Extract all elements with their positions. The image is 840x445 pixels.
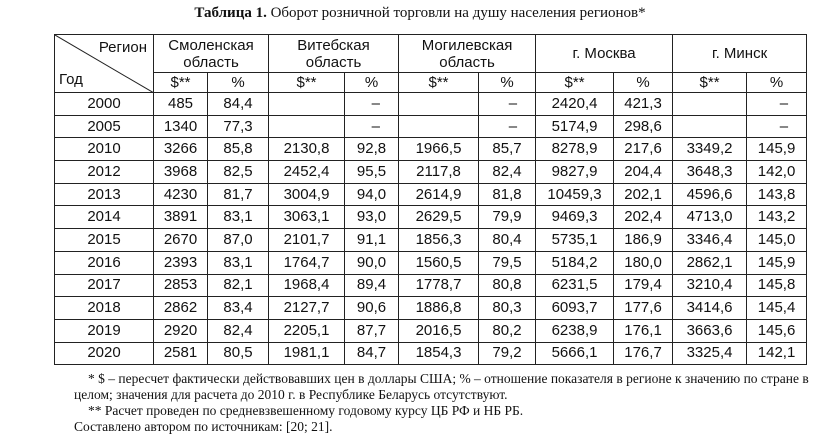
year-cell: 2020 <box>55 342 154 365</box>
value-cell: 176,1 <box>614 319 673 342</box>
value-cell: 79,5 <box>479 251 536 274</box>
value-cell: 421,3 <box>614 93 673 116</box>
table-row <box>55 93 807 116</box>
footnote-2: ** Расчет проведен по средневзвешенному годовому курсу ЦБ РФ и НБ РБ. <box>88 403 524 418</box>
value-cell: 2452,4 <box>269 161 345 184</box>
footnotes <box>74 371 814 435</box>
region-header: Могилевская область <box>399 35 536 73</box>
value-cell: 90,0 <box>345 251 399 274</box>
value-cell: 2101,7 <box>269 229 345 252</box>
table-row <box>55 138 807 161</box>
value-cell: 5666,1 <box>536 342 614 365</box>
value-cell: 2629,5 <box>399 206 479 229</box>
value-cell: 2393 <box>154 251 208 274</box>
value-cell: 179,4 <box>614 274 673 297</box>
value-cell: 180,0 <box>614 251 673 274</box>
value-cell: 80,3 <box>479 297 536 320</box>
table-row <box>55 161 807 184</box>
value-cell: 85,8 <box>208 138 269 161</box>
value-cell: 8278,9 <box>536 138 614 161</box>
value-cell: 5184,2 <box>536 251 614 274</box>
value-cell: 82,4 <box>208 319 269 342</box>
value-cell: 1764,7 <box>269 251 345 274</box>
year-cell: 2014 <box>55 206 154 229</box>
region-header: г. Минск <box>673 35 807 73</box>
value-cell: 87,7 <box>345 319 399 342</box>
unit-usd: $** <box>536 73 614 93</box>
value-cell: 204,4 <box>614 161 673 184</box>
value-cell: 1981,1 <box>269 342 345 365</box>
year-cell: 2019 <box>55 319 154 342</box>
value-cell: 94,0 <box>345 183 399 206</box>
value-cell: 145,6 <box>747 319 807 342</box>
value-cell: 143,2 <box>747 206 807 229</box>
table-row <box>55 115 807 138</box>
unit-usd: $** <box>673 73 747 93</box>
value-cell: 4713,0 <box>673 206 747 229</box>
year-cell: 2015 <box>55 229 154 252</box>
value-cell: 83,4 <box>208 297 269 320</box>
table-row <box>55 342 807 365</box>
value-cell: 79,2 <box>479 342 536 365</box>
value-cell: 2016,5 <box>399 319 479 342</box>
value-cell: 83,1 <box>208 206 269 229</box>
caption-text: Оборот розничной торговли на душу населения регионов* <box>270 5 646 21</box>
value-cell: 2127,7 <box>269 297 345 320</box>
unit-usd: $** <box>399 73 479 93</box>
year-cell: 2013 <box>55 183 154 206</box>
value-cell: 3648,3 <box>673 161 747 184</box>
value-cell: 83,1 <box>208 251 269 274</box>
unit-pct: % <box>345 73 399 93</box>
table-caption <box>0 5 840 22</box>
value-cell: 80,4 <box>479 229 536 252</box>
value-cell: 3891 <box>154 206 208 229</box>
value-cell: 1560,5 <box>399 251 479 274</box>
value-cell: 3004,9 <box>269 183 345 206</box>
value-cell: – <box>747 115 807 138</box>
value-cell: 82,1 <box>208 274 269 297</box>
value-cell: 9469,3 <box>536 206 614 229</box>
region-header: г. Москва <box>536 35 673 73</box>
value-cell: 92,8 <box>345 138 399 161</box>
value-cell: – <box>479 93 536 116</box>
value-cell: 82,5 <box>208 161 269 184</box>
value-cell: – <box>345 93 399 116</box>
corner-header <box>55 35 154 93</box>
value-cell: 93,0 <box>345 206 399 229</box>
table-row <box>55 229 807 252</box>
value-cell: 186,9 <box>614 229 673 252</box>
value-cell: 3266 <box>154 138 208 161</box>
caption-label: Таблица 1. <box>194 5 267 21</box>
table-row <box>55 183 807 206</box>
value-cell: 95,5 <box>345 161 399 184</box>
value-cell: 4230 <box>154 183 208 206</box>
value-cell: 9827,9 <box>536 161 614 184</box>
value-cell: 3210,4 <box>673 274 747 297</box>
value-cell: 85,7 <box>479 138 536 161</box>
value-cell: 81,8 <box>479 183 536 206</box>
region-header: Смоленская область <box>154 35 269 73</box>
year-cell: 2000 <box>55 93 154 116</box>
value-cell: 2614,9 <box>399 183 479 206</box>
value-cell: 2920 <box>154 319 208 342</box>
year-cell: 2018 <box>55 297 154 320</box>
unit-pct: % <box>208 73 269 93</box>
value-cell: 5735,1 <box>536 229 614 252</box>
data-table <box>54 34 807 365</box>
unit-pct: % <box>747 73 807 93</box>
year-label: Год <box>59 71 83 88</box>
value-cell <box>269 93 345 116</box>
value-cell: 2130,8 <box>269 138 345 161</box>
value-cell: 82,4 <box>479 161 536 184</box>
value-cell: 1886,8 <box>399 297 479 320</box>
value-cell: 3414,6 <box>673 297 747 320</box>
year-cell: 2005 <box>55 115 154 138</box>
value-cell: 3349,2 <box>673 138 747 161</box>
value-cell: – <box>345 115 399 138</box>
value-cell: 2862,1 <box>673 251 747 274</box>
value-cell <box>399 93 479 116</box>
value-cell: 1856,3 <box>399 229 479 252</box>
value-cell: 90,6 <box>345 297 399 320</box>
value-cell: 142,0 <box>747 161 807 184</box>
value-cell: 2581 <box>154 342 208 365</box>
value-cell: 84,4 <box>208 93 269 116</box>
value-cell: 2420,4 <box>536 93 614 116</box>
value-cell: 81,7 <box>208 183 269 206</box>
value-cell: 3346,4 <box>673 229 747 252</box>
value-cell: 1778,7 <box>399 274 479 297</box>
value-cell: 80,2 <box>479 319 536 342</box>
value-cell: 3968 <box>154 161 208 184</box>
value-cell: 485 <box>154 93 208 116</box>
region-header: Витебская область <box>269 35 399 73</box>
year-cell: 2017 <box>55 274 154 297</box>
value-cell: 145,9 <box>747 138 807 161</box>
value-cell <box>673 93 747 116</box>
value-cell: 80,5 <box>208 342 269 365</box>
unit-usd: $** <box>269 73 345 93</box>
year-cell: 2012 <box>55 161 154 184</box>
year-cell: 2010 <box>55 138 154 161</box>
value-cell: 87,0 <box>208 229 269 252</box>
value-cell: 4596,6 <box>673 183 747 206</box>
unit-pct: % <box>614 73 673 93</box>
value-cell: 145,4 <box>747 297 807 320</box>
table-row <box>55 319 807 342</box>
unit-pct: % <box>479 73 536 93</box>
value-cell: 1966,5 <box>399 138 479 161</box>
value-cell: 6231,5 <box>536 274 614 297</box>
value-cell: 6093,7 <box>536 297 614 320</box>
value-cell: 3663,6 <box>673 319 747 342</box>
value-cell: 89,4 <box>345 274 399 297</box>
value-cell <box>673 115 747 138</box>
value-cell: 1854,3 <box>399 342 479 365</box>
value-cell: 91,1 <box>345 229 399 252</box>
value-cell: 217,6 <box>614 138 673 161</box>
region-label: Регион <box>98 39 147 56</box>
value-cell <box>399 115 479 138</box>
value-cell: – <box>479 115 536 138</box>
value-cell: 2853 <box>154 274 208 297</box>
table-row <box>55 206 807 229</box>
table-row <box>55 297 807 320</box>
value-cell: 1968,4 <box>269 274 345 297</box>
value-cell: 80,8 <box>479 274 536 297</box>
unit-usd: $** <box>154 73 208 93</box>
value-cell: 5174,9 <box>536 115 614 138</box>
value-cell: 202,4 <box>614 206 673 229</box>
value-cell: 2205,1 <box>269 319 345 342</box>
value-cell: 298,6 <box>614 115 673 138</box>
value-cell: 79,9 <box>479 206 536 229</box>
value-cell: 2670 <box>154 229 208 252</box>
value-cell: 3063,1 <box>269 206 345 229</box>
value-cell: 1340 <box>154 115 208 138</box>
value-cell: 145,9 <box>747 251 807 274</box>
source-note: Составлено автором по источникам: [20; 21]. <box>74 419 333 434</box>
year-cell: 2016 <box>55 251 154 274</box>
value-cell: 6238,9 <box>536 319 614 342</box>
value-cell: 176,7 <box>614 342 673 365</box>
value-cell: 84,7 <box>345 342 399 365</box>
value-cell: 145,0 <box>747 229 807 252</box>
value-cell: 202,1 <box>614 183 673 206</box>
value-cell: 142,1 <box>747 342 807 365</box>
value-cell: 145,8 <box>747 274 807 297</box>
value-cell: 177,6 <box>614 297 673 320</box>
value-cell: 10459,3 <box>536 183 614 206</box>
value-cell: – <box>747 93 807 116</box>
value-cell: 2117,8 <box>399 161 479 184</box>
table-row <box>55 274 807 297</box>
value-cell: 2862 <box>154 297 208 320</box>
value-cell: 3325,4 <box>673 342 747 365</box>
value-cell: 77,3 <box>208 115 269 138</box>
footnote-1: * $ – пересчет фактически действовавших цен в доллары США; % – отношение показателя в регионе к значению по стране в целом; значения для расчета до 2010 г. в Республике Беларусь отсутствуют. <box>74 371 809 402</box>
table-row <box>55 251 807 274</box>
value-cell: 143,8 <box>747 183 807 206</box>
value-cell <box>269 115 345 138</box>
